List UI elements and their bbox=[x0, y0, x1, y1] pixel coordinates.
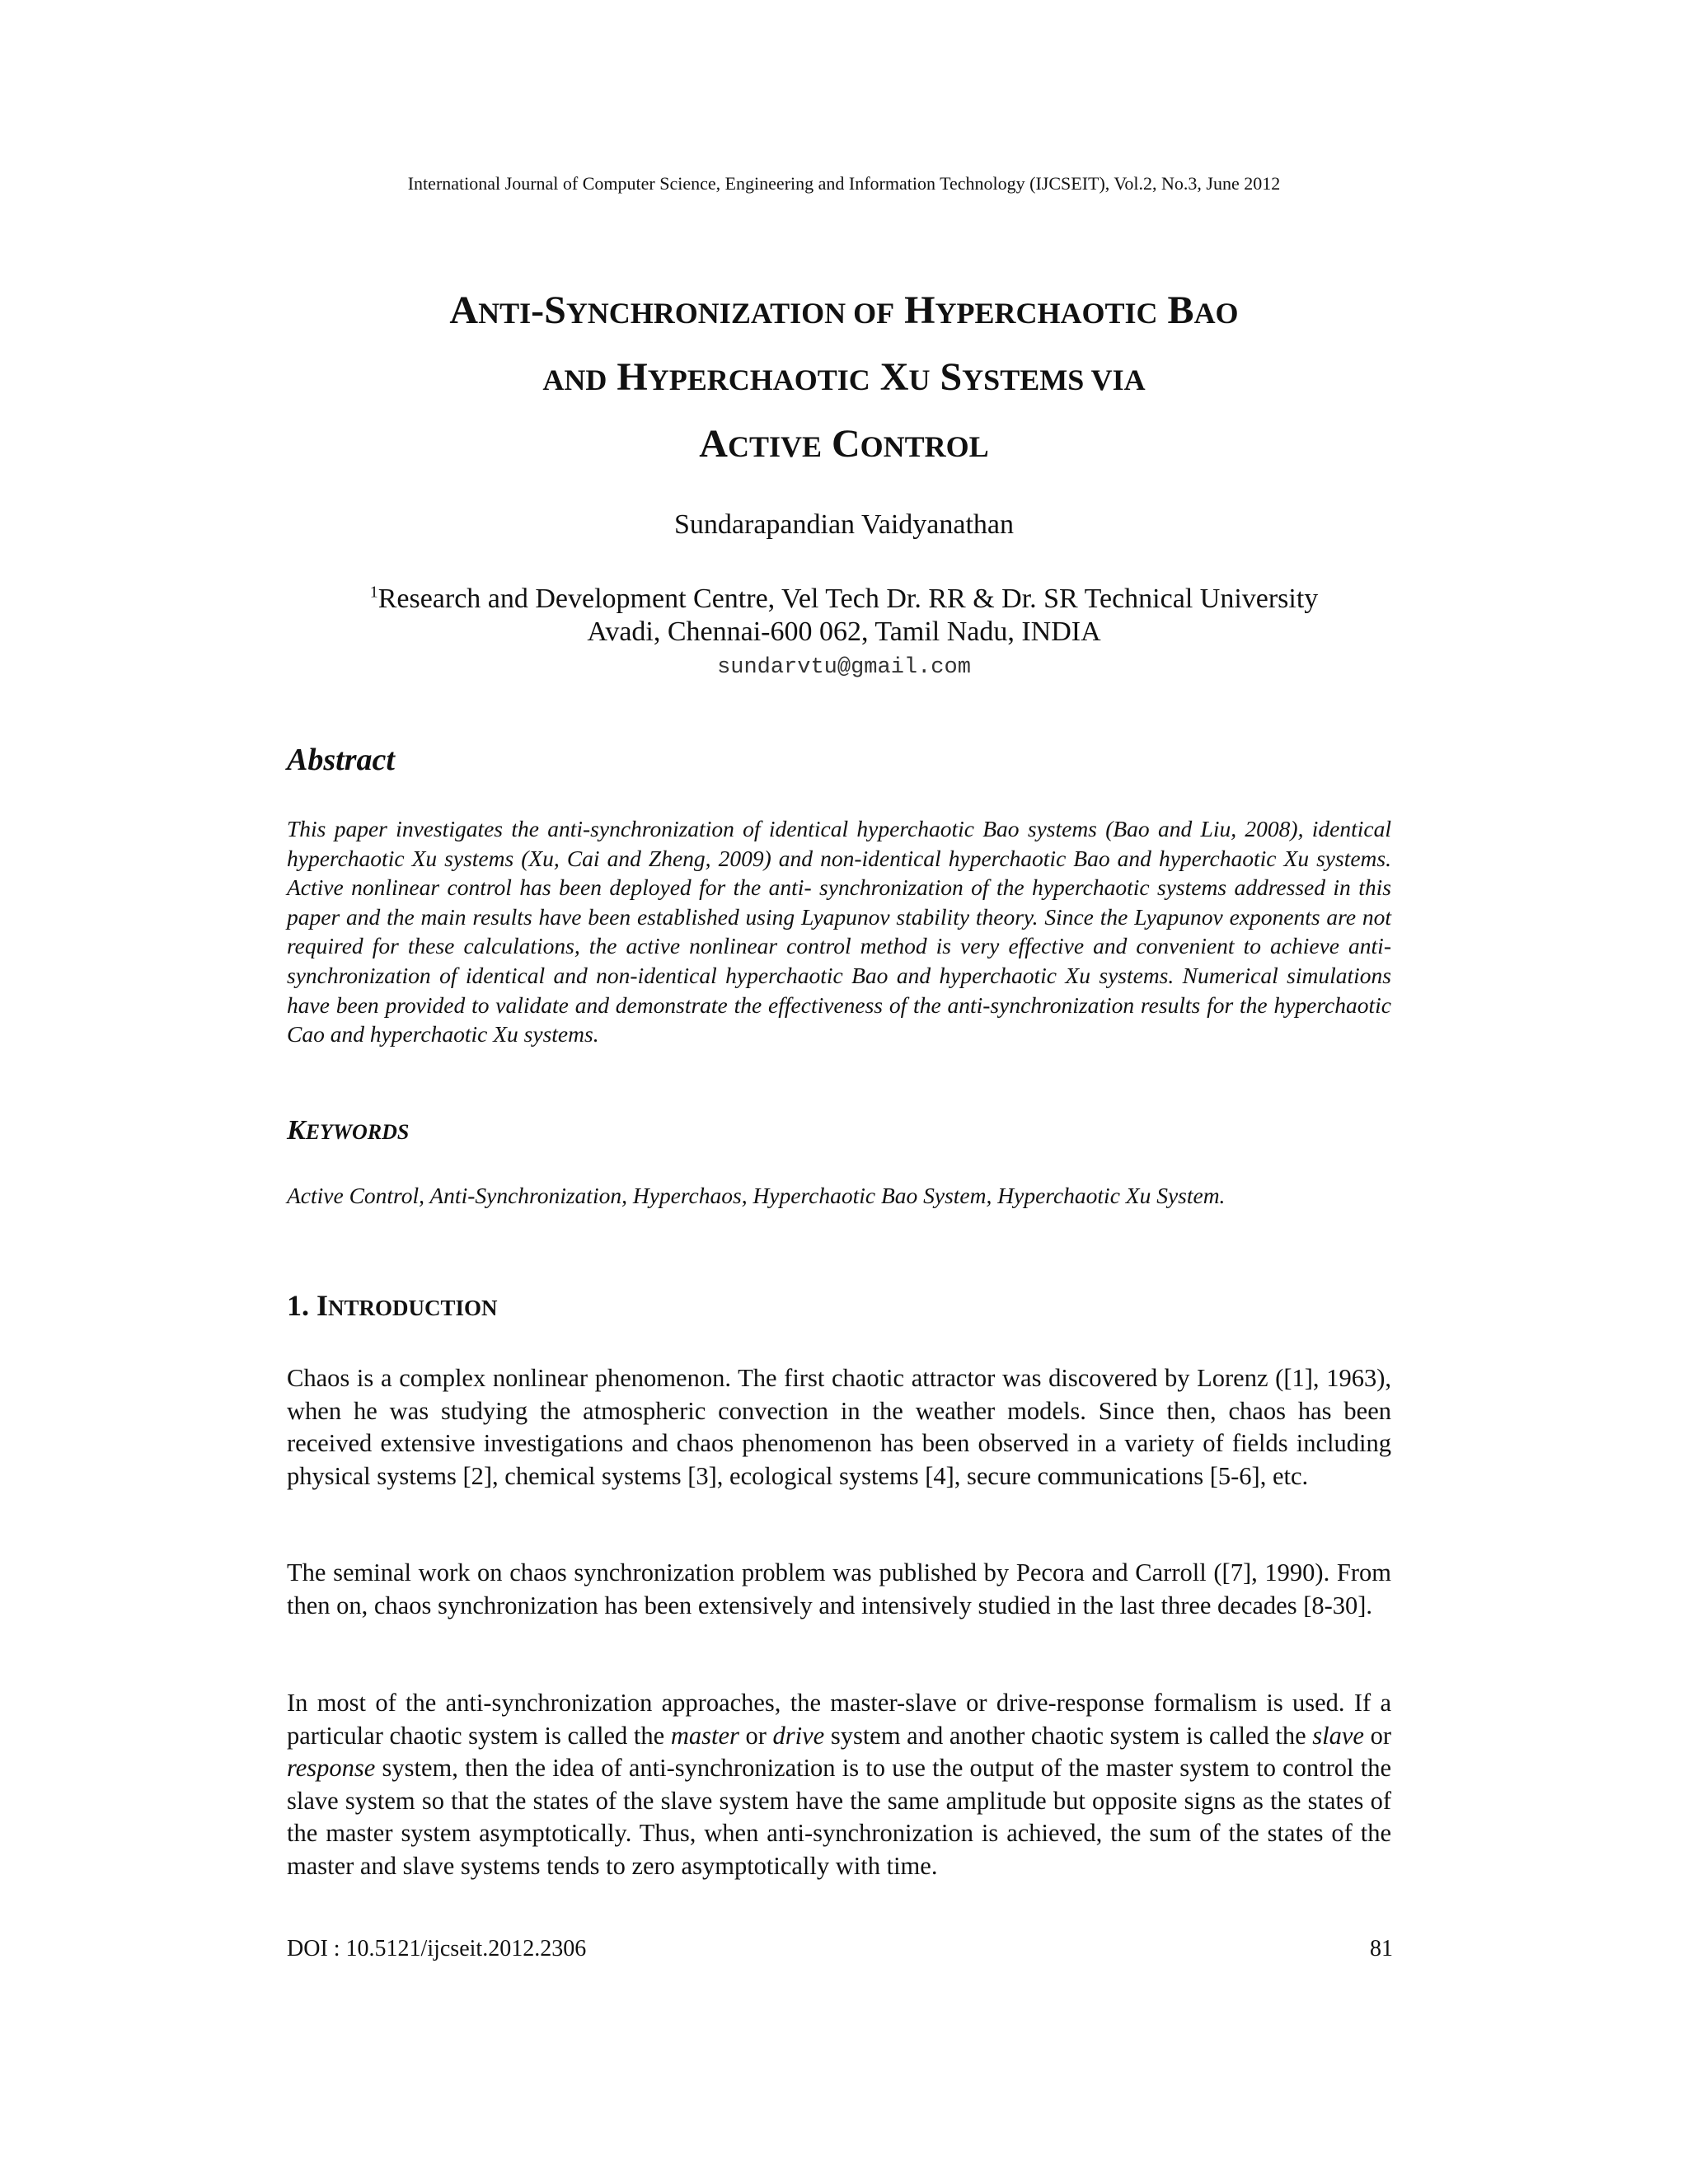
title-line1-seg-4: H bbox=[894, 288, 935, 332]
title-line2-seg-3: X bbox=[870, 355, 909, 399]
p3-text-1: In most of the anti-synchronization approaches, the master-slave or drive-response formalism is used. If a particular chaotic system is called the bbox=[287, 1689, 1391, 1750]
affiliation-marker: 1 bbox=[369, 583, 378, 602]
p3-text-2: or bbox=[738, 1721, 773, 1750]
affiliation-line-1-text: Research and Development Centre, Vel Tech Dr. RR & Dr. SR Technical University bbox=[377, 583, 1319, 614]
affiliation-line-2: Avadi, Chennai-600 062, Tamil Nadu, INDIA bbox=[587, 616, 1101, 647]
title-line1-seg-0: A bbox=[449, 288, 479, 332]
p3-text-5: system, then the idea of anti-synchronization is to use the output of the master system to control the slave system so that the states of the slave system have the same amplitude but opposite signs as the states of the master system asymptotically. Thus, when anti-synchronization is achieved, the sum of the states of the master and slave systems tends to zero asymptotically with time. bbox=[287, 1754, 1391, 1880]
running-header: International Journal of Computer Science, Engineering and Information Technology (IJCSEIT), Vol.2, No.3, June 2012 bbox=[407, 173, 1281, 194]
title-line1-seg-7: AO bbox=[1193, 297, 1239, 330]
title-line3-seg-0: A bbox=[699, 422, 728, 466]
p3-italic-response: response bbox=[287, 1754, 376, 1782]
abstract-body: This paper investigates the anti-synchronization of identical hyperchaotic Bao systems (Bao and Liu, 2008), identical hyperchaotic Xu systems (Xu, Cai and Zheng, 2009) and non-identical hyperchaotic Bao and hyperchaotic Xu systems. Active nonlinear control has been deployed for the anti- synchronization of the hyperchaotic systems addressed in this paper and the main results have been established using Lyapunov stability theory. Since the Lyapunov exponents are not required for these calculations, the active nonlinear control method is very effective and convenient to achieve anti-synchronization of identical and non-identical hyperchaotic Bao and hyperchaotic Xu systems. Numerical simulations have been provided to validate and demonstrate the effectiveness of the anti-synchronization results for the hyperchaotic Cao and hyperchaotic Xu systems. bbox=[287, 816, 1391, 1047]
p3-italic-drive: drive bbox=[772, 1721, 825, 1750]
title-line2-seg-0: AND bbox=[542, 363, 607, 396]
title-line3-seg-2: C bbox=[822, 422, 860, 466]
title-line1-seg-5: YPERCHAOTIC bbox=[935, 297, 1158, 330]
title-line3-seg-1: CTIVE bbox=[727, 430, 822, 463]
introduction-paragraph-3 bbox=[287, 1687, 1391, 1882]
title-line2-seg-6: YSTEMS VIA bbox=[962, 363, 1146, 396]
title-line1-seg-3: YNCHRONIZATION OF bbox=[565, 297, 895, 330]
title-line3-seg-3: ONTROL bbox=[860, 430, 989, 463]
title-line2-seg-5: S bbox=[930, 355, 963, 399]
footer-doi[interactable]: DOI : 10.5121/ijcseit.2012.2306 bbox=[287, 1936, 587, 1961]
keywords-body: Active Control, Anti-Synchronization, Hyperchaos, Hyperchaotic Bao System, Hyperchaotic Xu System. bbox=[287, 1183, 1226, 1208]
keywords-heading-cap: K bbox=[287, 1115, 306, 1146]
title-line2-seg-4: U bbox=[908, 363, 931, 396]
title-line-1 bbox=[165, 279, 1523, 345]
title-line1-seg-6: B bbox=[1157, 288, 1194, 332]
introduction-paragraph-1: Chaos is a complex nonlinear phenomenon. The first chaotic attractor was discovered by Lorenz ([1], 1963), when he was studying the atmospheric convection in the weather models. Since then, chaos has been received extensive investigations and chaos phenomenon has been observed in a variety of fields including physical systems [2], chemical systems [3], ecological systems [4], secure communications [5-6], etc. bbox=[287, 1364, 1391, 1490]
p3-italic-slave: slave bbox=[1312, 1721, 1364, 1750]
p3-text-3: system and another chaotic system is called the bbox=[824, 1721, 1313, 1750]
affiliation bbox=[0, 583, 1688, 649]
title-line-2 bbox=[165, 345, 1523, 412]
introduction-paragraph-2: The seminal work on chaos synchronization problem was published by Pecora and Carroll ([7], 1990). From then on, chaos synchronization has been extensively and intensively studied in the last three decades [8-30]. bbox=[287, 1558, 1391, 1619]
title-line1-seg-1: NTI bbox=[478, 297, 532, 330]
keywords-heading bbox=[287, 1114, 409, 1149]
introduction-heading-rest: NTRODUCTION bbox=[328, 1296, 498, 1320]
introduction-heading-num: 1. I bbox=[287, 1289, 329, 1322]
title-line-3 bbox=[165, 412, 1523, 479]
p3-italic-master: master bbox=[670, 1721, 739, 1750]
title-line2-seg-1: H bbox=[607, 355, 648, 399]
introduction-heading bbox=[287, 1288, 498, 1325]
page-number: 81 bbox=[1370, 1936, 1393, 1961]
author-email[interactable]: sundarvtu@gmail.com bbox=[717, 655, 971, 680]
affiliation-line-1 bbox=[0, 583, 1688, 616]
keywords-heading-rest: EYWORDS bbox=[305, 1120, 410, 1144]
author-name: Sundarapandian Vaidyanathan bbox=[674, 509, 1014, 540]
title-line1-seg-2: -S bbox=[531, 288, 566, 332]
paper-title bbox=[165, 279, 1523, 479]
title-line2-seg-2: YPERCHAOTIC bbox=[647, 363, 870, 396]
abstract-heading: Abstract bbox=[287, 743, 395, 777]
p3-text-4: or bbox=[1363, 1721, 1391, 1750]
